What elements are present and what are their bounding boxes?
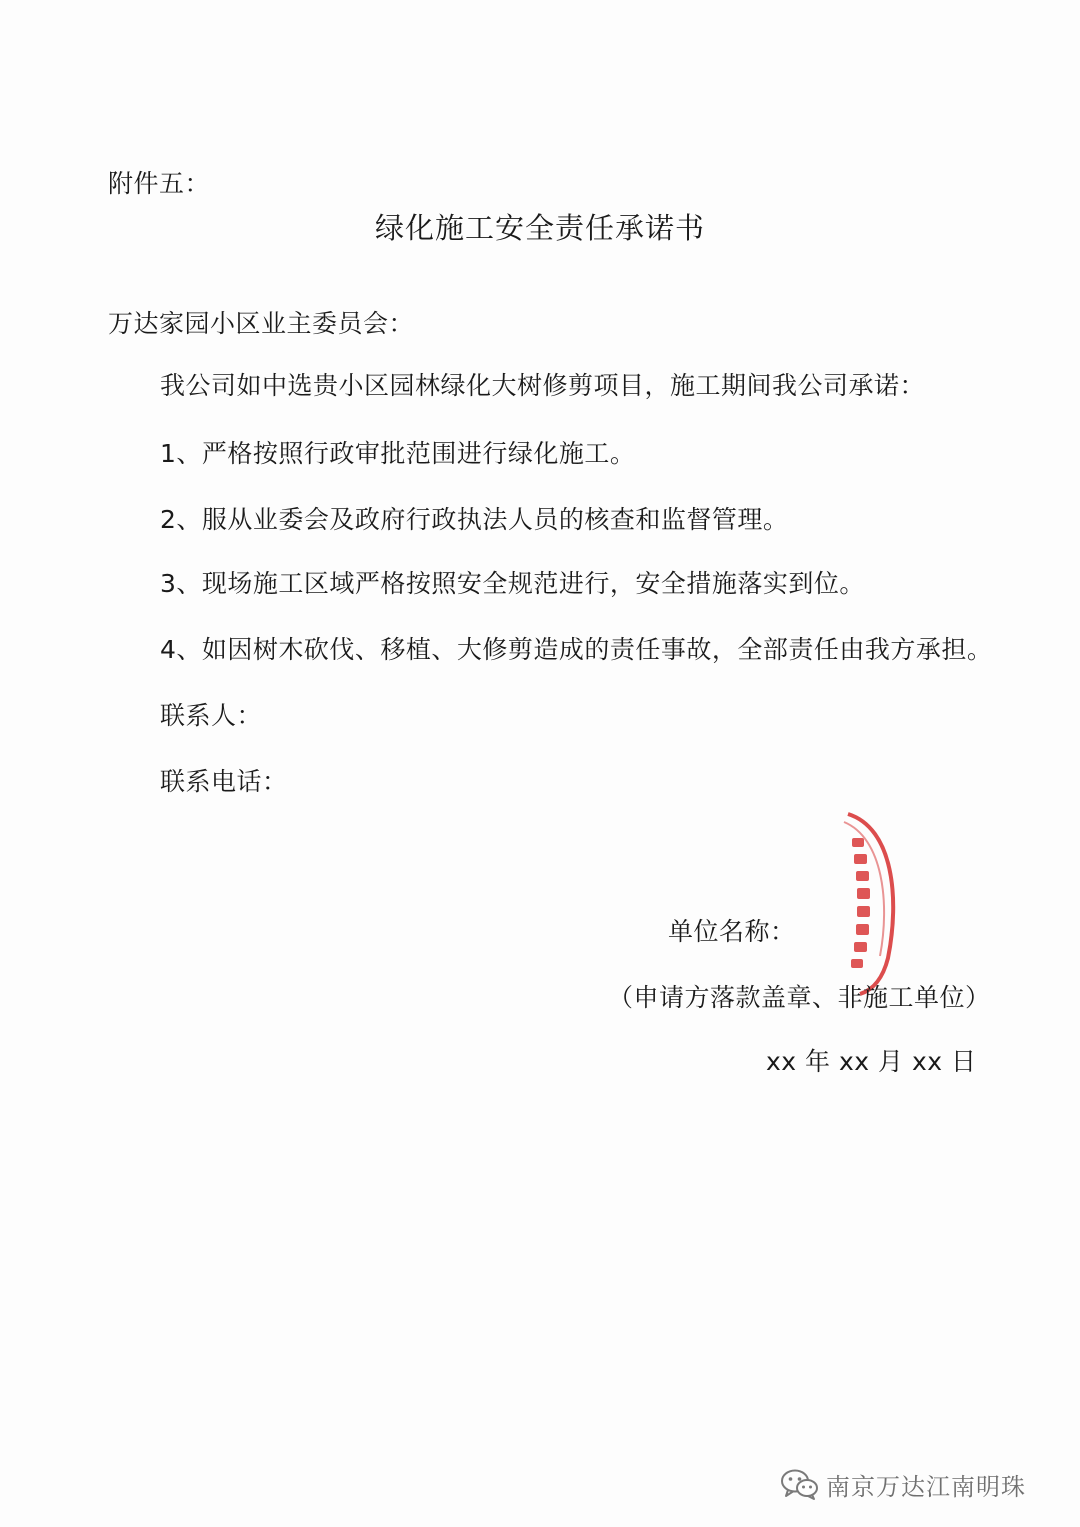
commitment-item-3: 3、现场施工区域严格按照安全规范进行，安全措施落实到位。 — [160, 569, 865, 598]
addressee: 万达家园小区业主委员会： — [108, 309, 415, 338]
commitment-item-1: 1、严格按照行政审批范围进行绿化施工。 — [160, 439, 636, 468]
wechat-icon — [780, 1467, 820, 1501]
seal-arc-graphic — [838, 808, 908, 998]
company-seal-stamp — [838, 808, 908, 998]
document-date: xx 年 xx 月 xx 日 — [766, 1047, 977, 1076]
intro-paragraph: 我公司如中选贵小区园林绿化大树修剪项目，施工期间我公司承诺： — [160, 371, 926, 400]
commitment-item-2: 2、服从业委会及政府行政执法人员的核查和监督管理。 — [160, 505, 789, 534]
unit-name-label: 单位名称： — [668, 917, 796, 946]
watermark — [780, 1464, 1026, 1504]
document-title: 绿化施工安全责任承诺书 — [374, 211, 705, 245]
contact-phone-label: 联系电话： — [160, 767, 288, 796]
stamp-note: （申请方落款盖章、非施工单位） — [608, 983, 991, 1012]
contact-person-label: 联系人： — [160, 701, 263, 730]
watermark-text: 南京万达江南明珠 — [826, 1472, 1026, 1501]
commitment-item-4: 4、如因树木砍伐、移植、大修剪造成的责任事故，全部责任由我方承担。 — [160, 635, 993, 664]
attachment-label: 附件五： — [108, 169, 211, 198]
